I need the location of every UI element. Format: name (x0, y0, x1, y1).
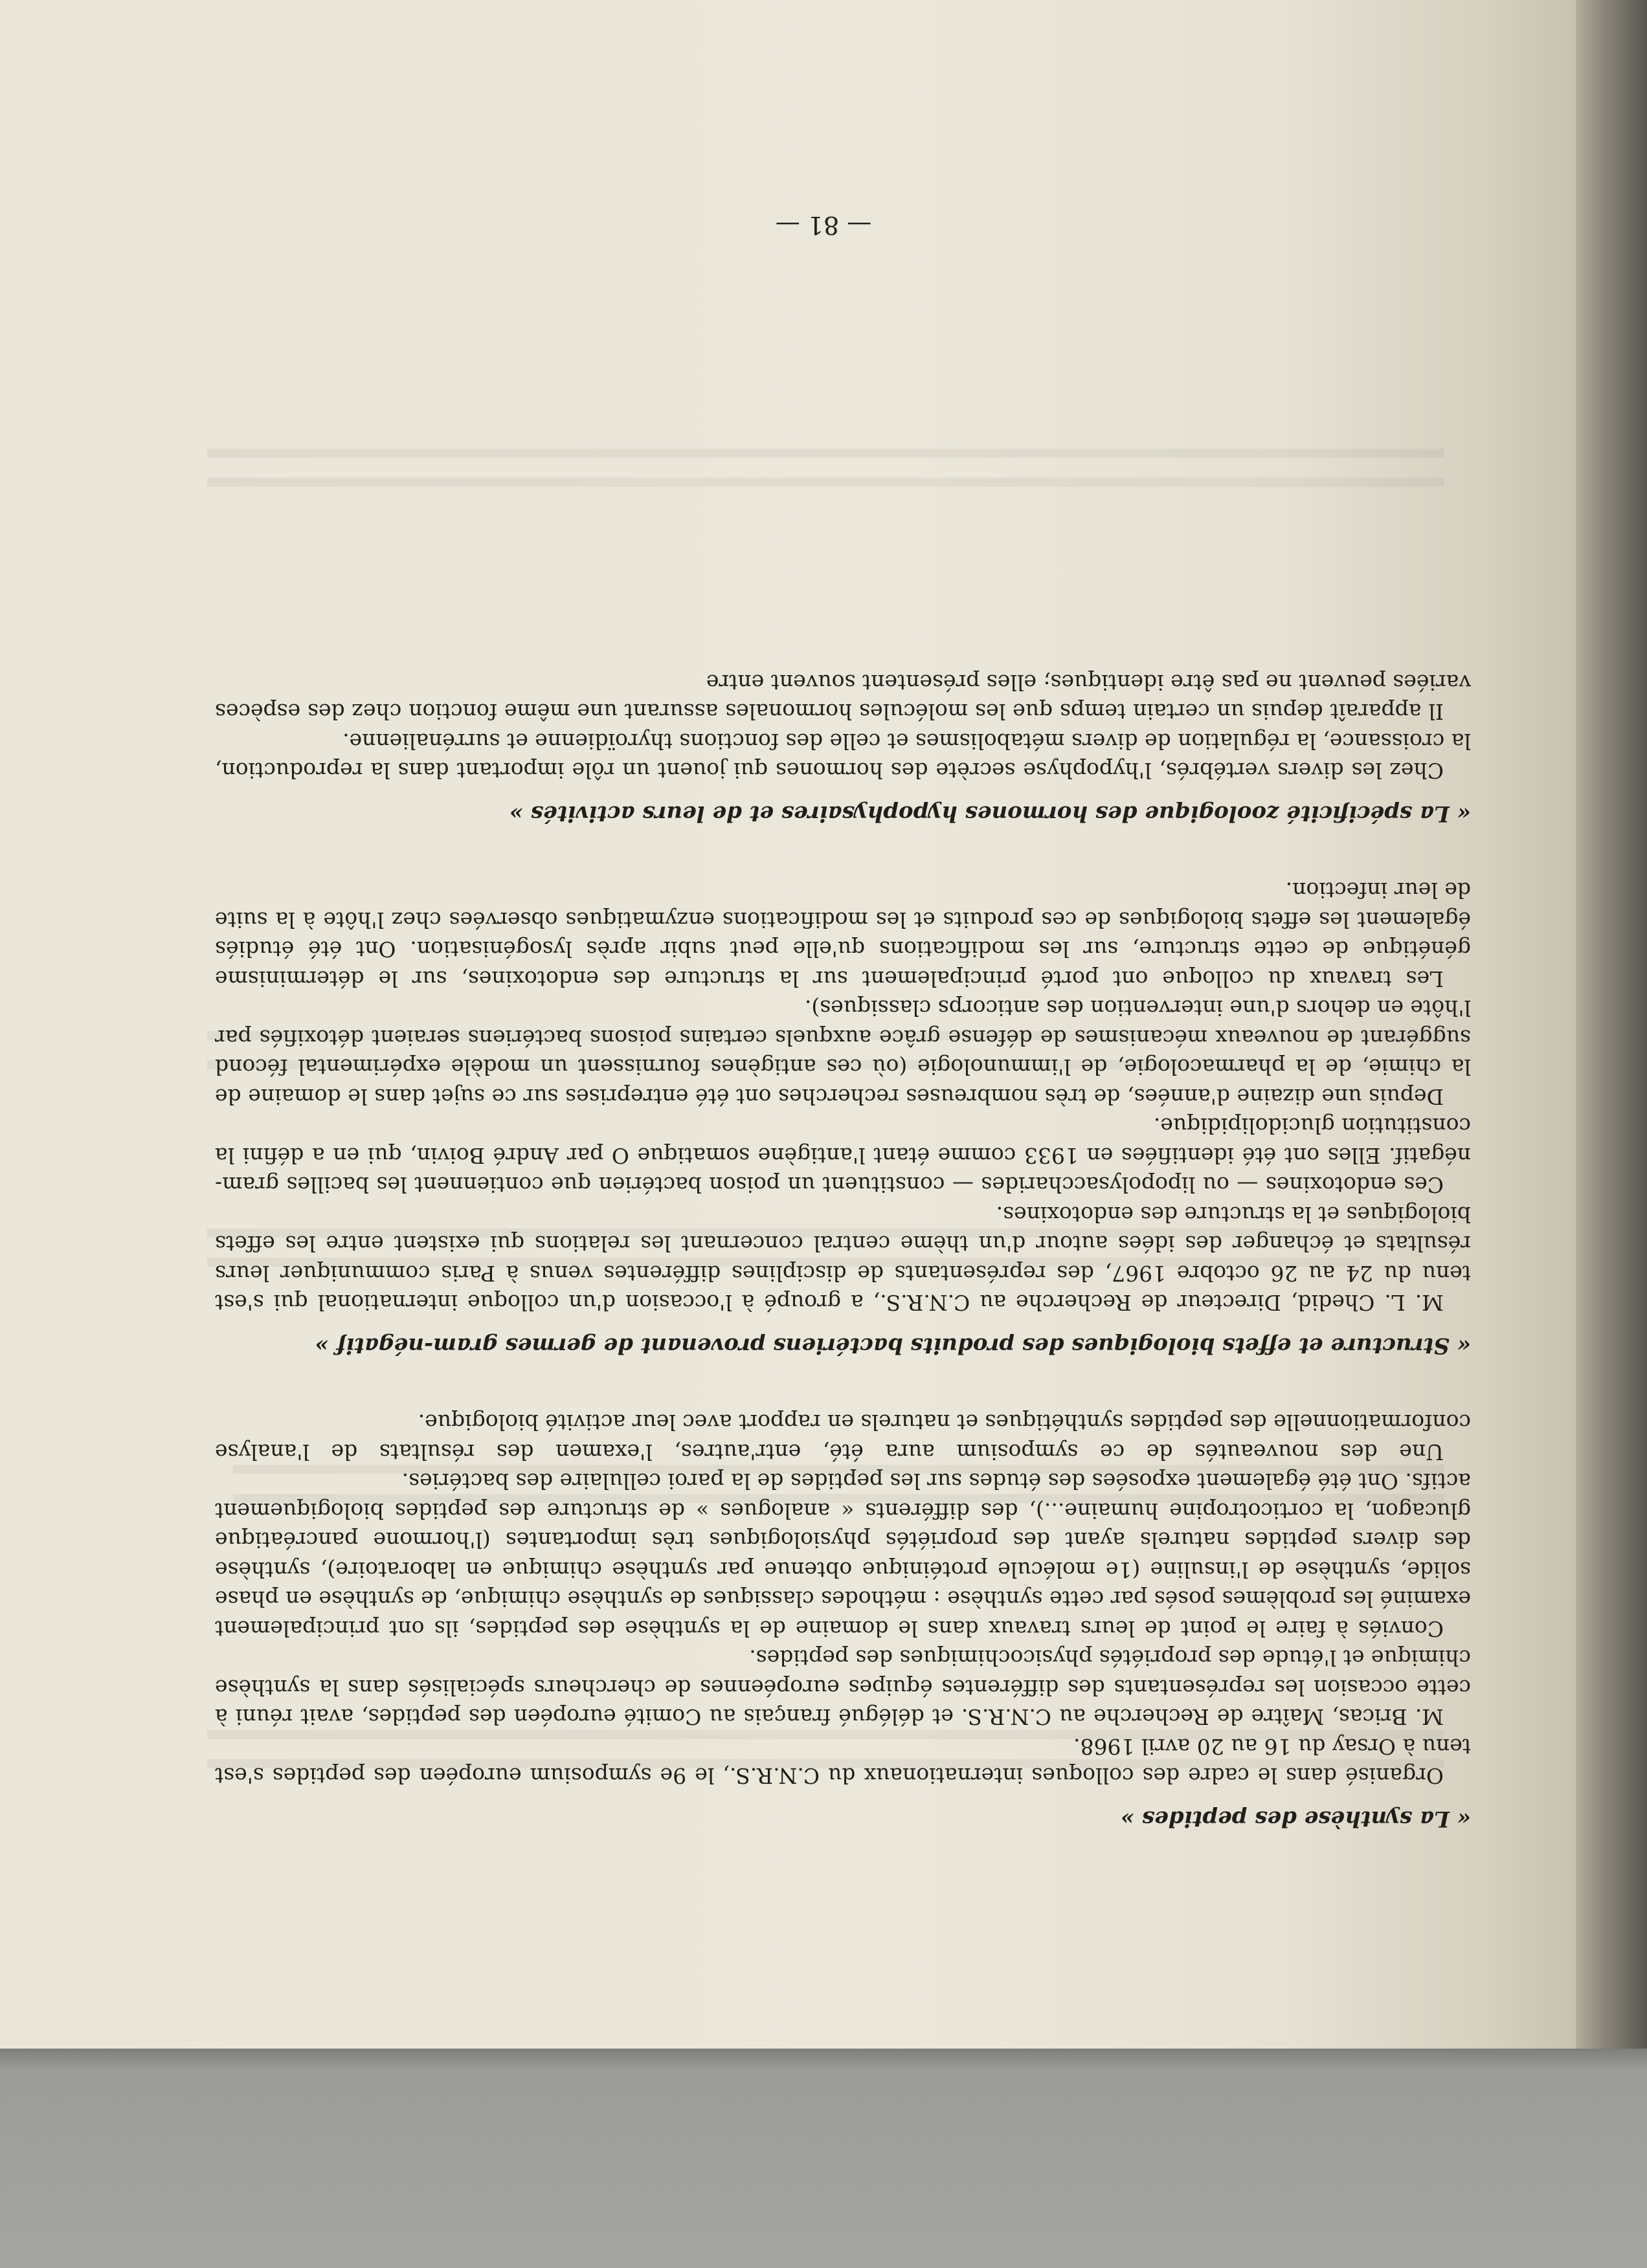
section-heading: « La synthèse des peptides » (1121, 1806, 1471, 1832)
page-number: — 81 — (775, 211, 872, 239)
paragraph: M. Bricas, Maître de Recherche au C.N.R.S. et délégué français au Comité européen des peptides, avait réuni à cette occasion les représentants des différentes équipes européennes de chercheurs spécialisés dans la synthèse chimique et l'étude des propriétés physicochimiques des peptides. (215, 1645, 1471, 1730)
section-endotoxines (215, 876, 1471, 1360)
paragraph: Une des nouveautés de ce symposium aura été, entr'autres, l'examen des résultats de l'analyse conformationnelle des peptides synthétiques et naturels en rapport avec leur activité biologique. (215, 1410, 1471, 1465)
paragraph: Il apparaît depuis un certain temps que les molécules hormonales assurant une même fonction chez des espèces variées peuvent ne pas être identiques; elles présentent souvent entre (215, 670, 1471, 725)
paragraph: M. L. Chedid, Directeur de Recherche au C.N.R.S., a groupé à l'occasion d'un colloque international qui s'est tenu du 24 au 26 octobre 1967, des représentants de disciplines différentes venus à Paris communiquer leurs résultats et échanger des idées autour d'un thème central concernant les relations qui existent entre les effets biologiques et la structure des endotoxines. (215, 1202, 1471, 1316)
section-hormones (215, 668, 1471, 828)
section-heading: « La spécificité zoologique des hormones hypophysaires et de leurs activités » (509, 801, 1471, 827)
article-body (215, 668, 1471, 1834)
paragraph: Les travaux du colloque ont porté principalement sur la structure des endotoxines, sur le déterminisme génétique de cette structure, sur les modifications qu'elle peut subir après lysogénisation. Ont été étudiés également les effets biologiques de ces produits et les modifications enzymatiques observées chez l'hôte à la suite de leur infection. (215, 878, 1471, 992)
paragraph: Depuis une dizaine d'années, de très nombreuses recherches ont été entreprises sur ce sujet dans le domaine de la chimie, de la pharmacologie, de l'immunologie (où ces antigènes fournissent un modèle expérimental fécond suggérant de nouveaux mécanismes de défense grâce auxquels certains poisons bactériens seraient détoxifiés par l'hôte en dehors d'une intervention des anticorps classiques). (215, 995, 1471, 1109)
paragraph: Chez les divers vertébrés, l'hypophyse secrète des hormones qui jouent un rôle important dans la reproduction, la croissance, la régulation de divers métabolismes et celle des fonctions thyroïdienne et surrénalienne. (215, 729, 1471, 784)
paragraph: Ces endotoxines — ou lipopolysaccharides — constituent un poison bactérien que contiennent les bacilles gram-négatif. Elles ont été identifiées en 1933 comme étant l'antigène somatique O par André Boivin, qui en a défini la constitution glucidolipidique. (215, 1113, 1471, 1198)
paragraph: Conviés à faire le point de leurs travaux dans le domaine de la synthèse des peptides, ils ont principalement examiné les problèmes posés par cette synthèse : méthodes classiques de synthèse chimique, de synthèse en phase solide, synthèse de l'insuline (1e molécule protéinique obtenue par synthèse chimique en laboratoire), synthèse des divers peptides naturels ayant des propriétés physiologiques très importantes (l'hormone pancréatique glucagon, la corticotropine humaine...), des différents « analogues » de structure des peptides biologiquement actifs. Ont été également exposées des études sur les peptides de la paroi cellulaire des bactéries. (215, 1469, 1471, 1641)
scanner-background (0, 2049, 1647, 2268)
section-peptides (215, 1408, 1471, 1833)
section-heading: « Structure et effets biologiques des produits bactériens provenant de germes gram-négatif » (315, 1333, 1471, 1359)
paragraph: Organisé dans le cadre des colloques internationaux du C.N.R.S., le 9e symposium européen des peptides s'est tenu à Orsay du 16 au 20 avril 1968. (215, 1734, 1471, 1789)
